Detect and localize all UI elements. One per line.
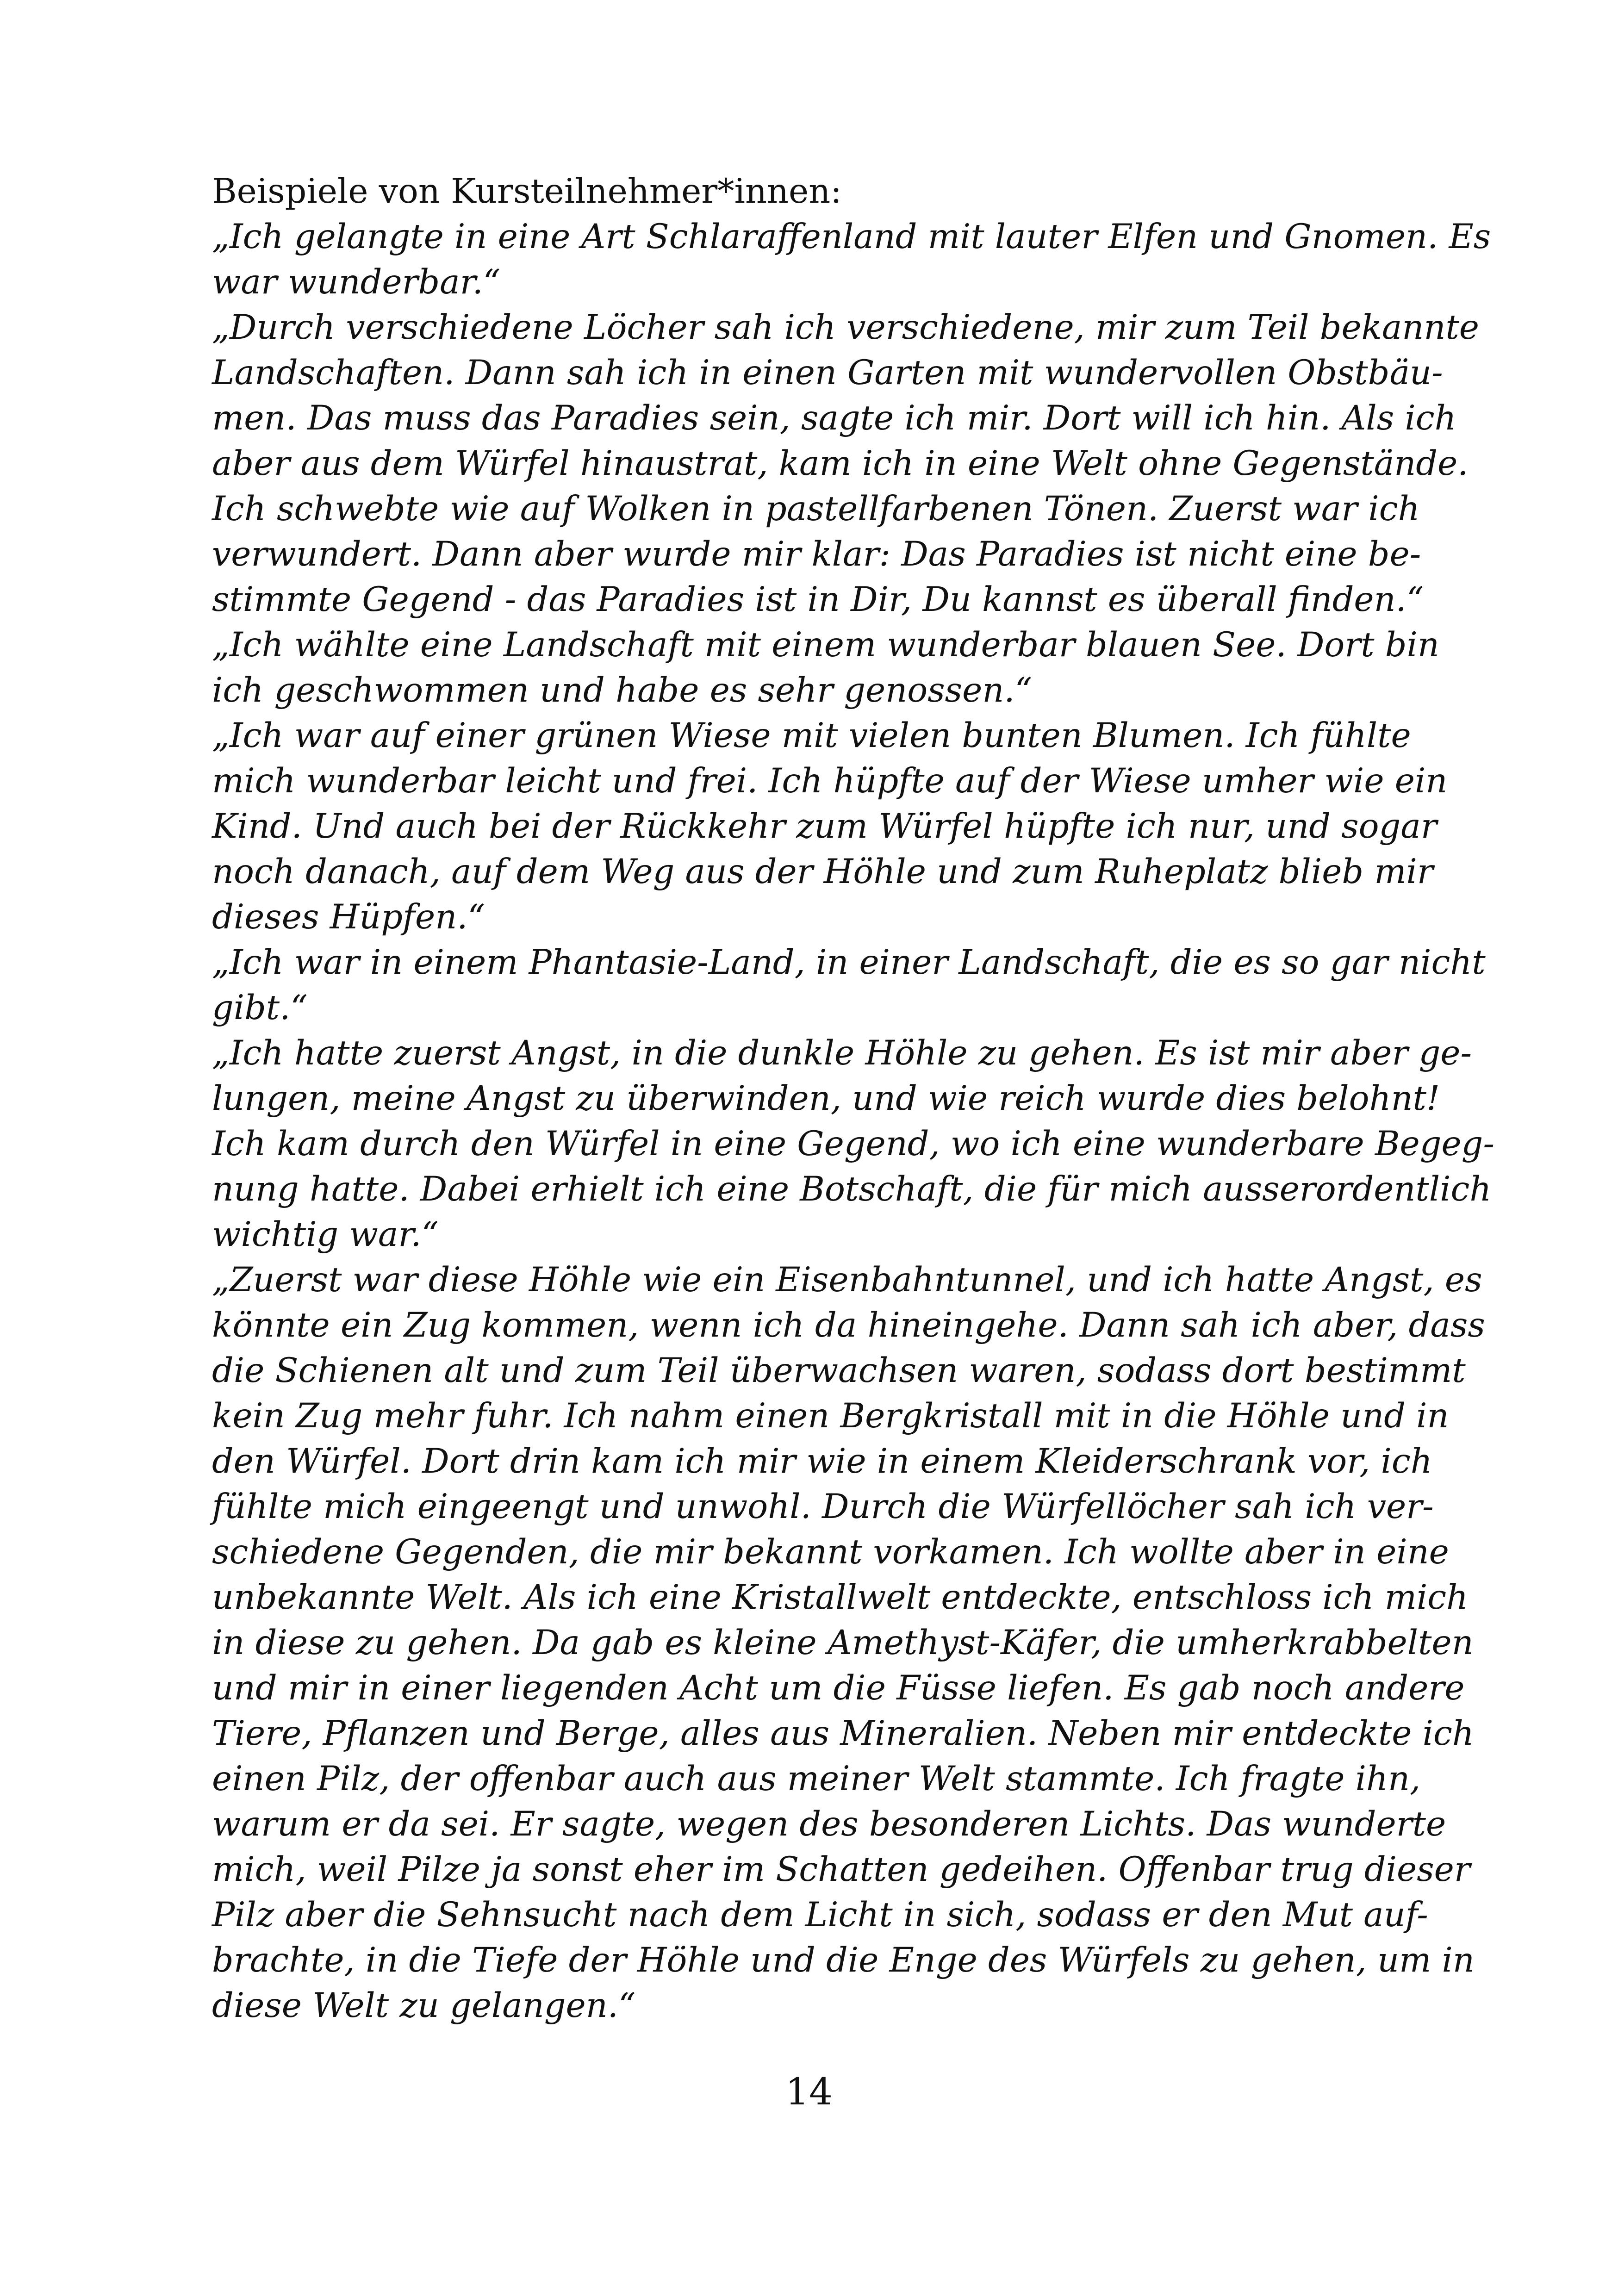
section-heading: Beispiele von Kursteilnehmer*innen: — [212, 172, 842, 211]
quote-line: mich, weil Pilze ja sonst eher im Schatten gedeihen. Offenbar trug dieser — [212, 1850, 1470, 1889]
quote-line: dieses Hüpfen.“ — [212, 897, 485, 937]
quote-line: verwundert. Dann aber wurde mir klar: Das Paradies ist nicht eine be- — [212, 535, 1421, 574]
quote-line: Ich kam durch den Würfel in eine Gegend, wo ich eine wunderbare Begeg- — [212, 1124, 1495, 1164]
quote-line: gibt.“ — [212, 988, 308, 1027]
quote-line: Pilz aber die Sehnsucht nach dem Licht in sich, sodass er den Mut auf- — [212, 1895, 1428, 1935]
quote-line: unbekannte Welt. Als ich eine Kristallwelt entdeckte, entschloss ich mich — [212, 1578, 1469, 1617]
quote-line: mich wunderbar leicht und frei. Ich hüpfte auf der Wiese umher wie ein — [212, 761, 1448, 801]
quote-line: wichtig war.“ — [212, 1215, 439, 1254]
quote-line: Kind. Und auch bei der Rückkehr zum Würfel hüpfte ich nur, und sogar — [212, 807, 1437, 846]
quote-line: kein Zug mehr fuhr. Ich nahm einen Bergkristall mit in die Höhle und in — [212, 1396, 1449, 1436]
quote-line: „Ich gelangte in eine Art Schlaraffenland mit lauter Elfen und Gnomen. Es — [212, 217, 1491, 256]
quote-line: könnte ein Zug kommen, wenn ich da hineingehe. Dann sah ich aber, dass — [212, 1306, 1485, 1345]
quote-line: war wunderbar.“ — [212, 262, 501, 302]
page-number: 14 — [785, 2070, 833, 2113]
quote-line: lungen, meine Angst zu überwinden, und wie reich wurde dies belohnt! — [212, 1079, 1440, 1118]
quote-6 — [212, 1031, 1495, 1257]
quote-line: den Würfel. Dort drin kam ich mir wie in einem Kleiderschrank vor, ich — [212, 1442, 1432, 1481]
quote-line: diese Welt zu gelangen.“ — [212, 1986, 636, 2025]
quote-line: warum er da sei. Er sagte, wegen des besonderen Lichts. Das wunderte — [212, 1804, 1446, 1844]
quote-line: „Ich war in einem Phantasie-Land, in einer Landschaft, die es so gar nicht — [212, 943, 1486, 982]
quote-line: fühlte mich eingeengt und unwohl. Durch die Würfellöcher sah ich ver- — [212, 1487, 1434, 1526]
quote-line: men. Das muss das Paradies sein, sagte ich mir. Dort will ich hin. Als ich — [212, 398, 1456, 438]
quote-3 — [212, 622, 1439, 713]
quote-7 — [212, 1257, 1485, 2028]
quote-line: einen Pilz, der offenbar auch aus meiner Welt stammte. Ich fragte ihn, — [212, 1759, 1421, 1798]
quote-1 — [212, 214, 1491, 305]
quote-line: Ich schwebte wie auf Wolken in pastellfarbenen Tönen. Zuerst war ich — [212, 489, 1420, 529]
quote-line: „Ich hatte zuerst Angst, in die dunkle Höhle zu gehen. Es ist mir aber ge- — [212, 1033, 1472, 1073]
quote-line: ich geschwommen und habe es sehr genossen.“ — [212, 671, 1032, 710]
quote-line: stimmte Gegend - das Paradies ist in Dir, Du kannst es überall finden.“ — [212, 580, 1424, 619]
quote-5 — [212, 940, 1486, 1031]
quote-line: Landschaften. Dann sah ich in einen Garten mit wundervollen Obstbäu- — [212, 353, 1443, 392]
page-body — [212, 169, 1495, 2028]
quote-4 — [212, 713, 1448, 940]
quote-line: brachte, in die Tiefe der Höhle und die Enge des Würfels zu gehen, um in — [212, 1941, 1475, 1980]
quote-2 — [212, 305, 1479, 622]
quote-line: „Ich war auf einer grünen Wiese mit vielen bunten Blumen. Ich fühlte — [212, 716, 1411, 755]
quote-line: Tiere, Pflanzen und Berge, alles aus Mineralien. Neben mir entdeckte ich — [212, 1714, 1474, 1753]
quote-line: die Schienen alt und zum Teil überwachsen waren, sodass dort bestimmt — [212, 1351, 1466, 1390]
quote-line: noch danach, auf dem Weg aus der Höhle und zum Ruheplatz blieb mir — [212, 852, 1433, 891]
quote-line: „Durch verschiedene Löcher sah ich verschiedene, mir zum Teil bekannte — [212, 308, 1479, 347]
quote-line: „Zuerst war diese Höhle wie ein Eisenbahntunnel, und ich hatte Angst, es — [212, 1260, 1482, 1300]
quote-line: nung hatte. Dabei erhielt ich eine Botschaft, die für mich ausserordentlich — [212, 1170, 1492, 1209]
quote-line: schiedene Gegenden, die mir bekannt vorkamen. Ich wollte aber in eine — [212, 1532, 1449, 1572]
quote-line: und mir in einer liegenden Acht um die Füsse liefen. Es gab noch andere — [212, 1668, 1465, 1708]
quote-line: aber aus dem Würfel hinaustrat, kam ich in eine Welt ohne Gegenstände. — [212, 444, 1469, 483]
quote-line: in diese zu gehen. Da gab es kleine Amethyst-Käfer, die umherkrabbelten — [212, 1623, 1474, 1662]
quote-line: „Ich wählte eine Landschaft mit einem wunderbar blauen See. Dort bin — [212, 625, 1439, 665]
